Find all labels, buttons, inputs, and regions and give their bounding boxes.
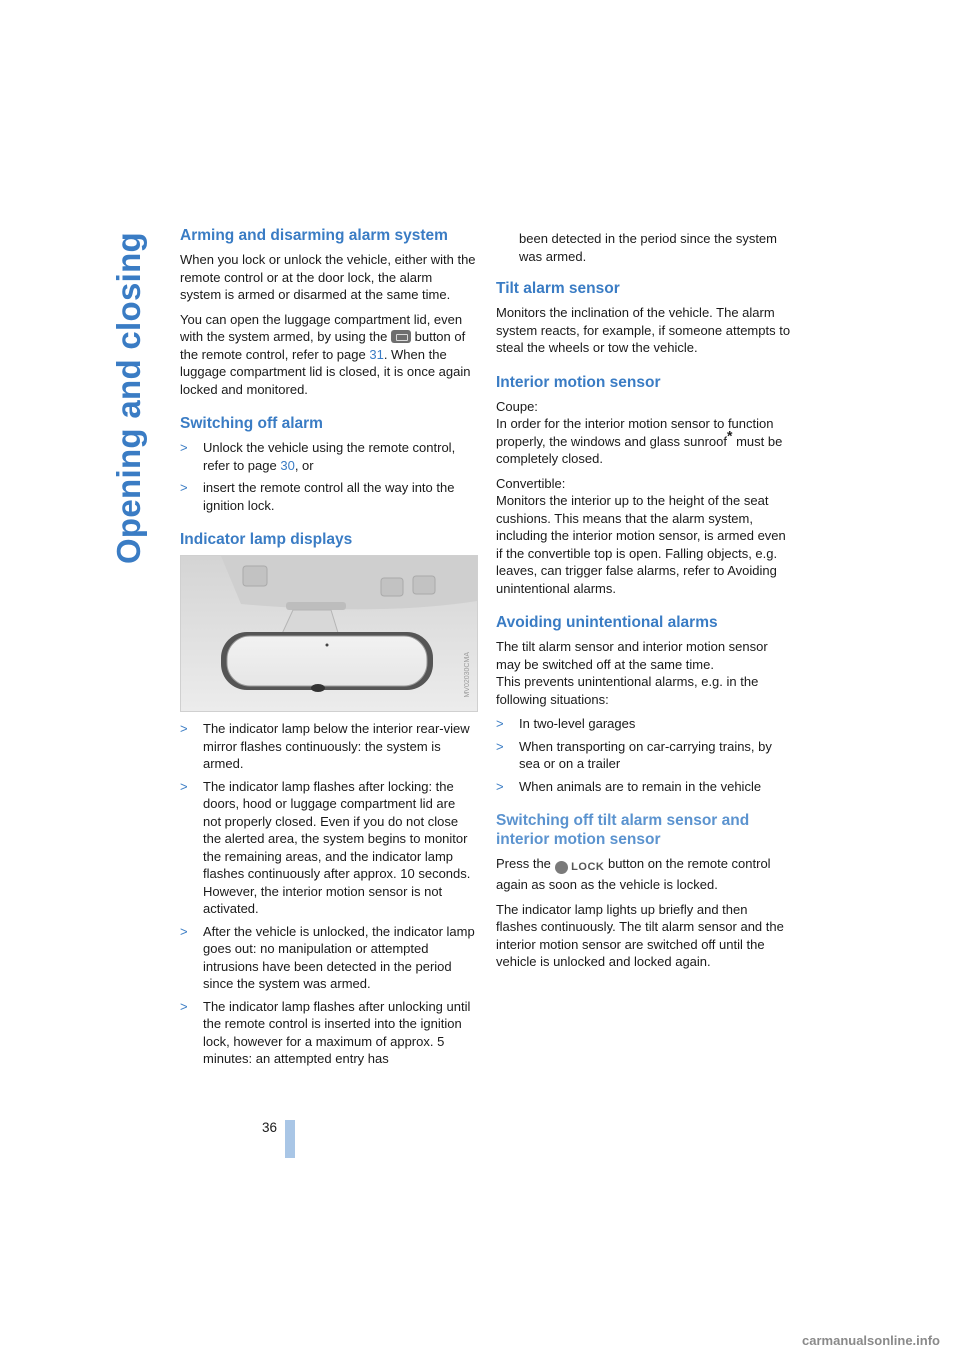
heading-arming: Arming and disarming alarm system <box>180 227 448 244</box>
bullet-arrow: > <box>180 778 188 794</box>
heading-switching-off-tilt: Switching off tilt alarm sensor and interior motion sensor <box>496 812 750 848</box>
heading-switching-off-alarm: Switching off alarm <box>180 415 323 432</box>
lock-knob-icon <box>555 861 568 874</box>
list-item: > Unlock the vehicle using the remote control, refer to page 30, or <box>180 440 456 473</box>
heading-indicator-lamp: Indicator lamp displays <box>180 531 353 548</box>
heading-tilt-alarm: Tilt alarm sensor <box>496 280 620 297</box>
indicator-list <box>180 720 476 1068</box>
list-item: > insert the remote control all the way into the ignition lock. <box>180 480 455 513</box>
page-number-bar <box>285 1120 295 1158</box>
tilt-paragraph: Monitors the inclination of the vehicle. The alarm system reacts, for example, if someone attempts to steal the wheels or tow the vehicle. <box>496 305 791 355</box>
left-column <box>180 226 476 1084</box>
heading-interior-motion: Interior motion sensor <box>496 373 661 391</box>
rearview-mirror-figure <box>180 555 478 712</box>
bullet-arrow: > <box>180 721 188 736</box>
right-column <box>496 226 792 987</box>
bullet-arrow: > <box>496 716 504 731</box>
list-item: > The indicator lamp below the interior rear-view mirror flashes continuously: the system is armed. <box>180 721 470 771</box>
section-tilt-alarm <box>496 279 792 357</box>
lock-label: LOCK <box>571 860 605 873</box>
list-item: > When transporting on car-carrying trains, by sea or on a trailer <box>496 738 772 771</box>
chapter-side-tab <box>100 232 160 772</box>
convertible-paragraph: Convertible: Monitors the interior up to the height of the seat cushions. This means that the alarm system, including the interior motion sensor, is armed even if the convertible top is open. Falling objects, e.g. leaves, can trigger false alarms, refer to Avoiding unintentional alarms. <box>496 475 786 596</box>
section-arming <box>180 226 476 398</box>
section-indicator-lamp <box>180 530 476 1068</box>
lock-button-icon <box>555 858 605 876</box>
bullet-arrow: > <box>180 998 188 1014</box>
coupe-paragraph: Coupe: In order for the interior motion sensor to function properly, the windows and glass sunroof* must be completely closed. <box>496 398 783 466</box>
avoid-paragraph: The tilt alarm sensor and interior motion sensor may be switched off at the same time. This prevents unintentional alarms, e.g. in the following situations: <box>496 639 768 707</box>
arming-paragraph-1: When you lock or unlock the vehicle, either with the remote control or at the door lock, the alarm system is armed or disarmed at the same time. <box>180 252 476 302</box>
footer-watermark: carmanualsonline.info <box>802 1333 940 1348</box>
avoid-list <box>496 715 792 795</box>
rearview-mirror-illustration <box>181 556 477 711</box>
switch-tilt-paragraph-1: Press the LOCK button on the remote control again as soon as the vehicle is locked. <box>496 856 771 893</box>
page-link-31[interactable]: 31 <box>369 346 384 362</box>
switch-off-list <box>180 439 476 514</box>
list-item: > The indicator lamp flashes after unlocking until the remote control is inserted into the ignition lock, however for a maximum of approx. 5 minutes: an attempted entry has <box>180 998 471 1066</box>
switch-tilt-paragraph-2: The indicator lamp lights up briefly and then flashes continuously. The tilt alarm sensor and the interior motion sensor are switched off until the vehicle is unlocked and locked again. <box>496 901 784 970</box>
arming-paragraph-2: You can open the luggage compartment lid, even with the system armed, by using the button of the remote control, refer to page 31. When the luggage compartment lid is closed, it is once again locked and monitored. <box>180 311 471 397</box>
indicator-item-continued: been detected in the period since the system was armed. <box>519 231 777 264</box>
bullet-arrow: > <box>180 923 188 939</box>
bullet-arrow: > <box>496 738 504 754</box>
trunk-button-icon <box>391 330 411 343</box>
chapter-title: Opening and closing <box>110 232 147 565</box>
list-item: > The indicator lamp flashes after locking: the doors, hood or luggage compartment lid are not properly closed. Even if you do not close the alerted area, the system begins to monitor the remaining areas, and the indicator lamp flashes continuously after approx. 10 seconds. However, the interior motion sensor is not activated. <box>180 778 471 916</box>
heading-avoiding-alarms: Avoiding unintentional alarms <box>496 614 718 631</box>
list-item: > In two-level garages <box>496 716 636 731</box>
page-link-30[interactable]: 30 <box>280 457 295 473</box>
section-interior-motion <box>496 373 792 598</box>
bullet-arrow: > <box>180 440 188 455</box>
figure-code: MV02030CMA <box>464 652 471 698</box>
bullet-arrow: > <box>496 778 504 794</box>
bullet-arrow: > <box>180 480 188 495</box>
section-switching-off-tilt <box>496 811 792 971</box>
section-switching-off-alarm <box>180 414 476 514</box>
list-item: > After the vehicle is unlocked, the indicator lamp goes out: no manipulation or attempted intrusions have been detected in the period since the system was armed. <box>180 923 475 991</box>
page-number: 36 <box>262 1120 278 1135</box>
section-avoiding-alarms <box>496 613 792 795</box>
list-item: > When animals are to remain in the vehicle <box>496 778 762 794</box>
optional-equipment-star: * <box>727 427 733 444</box>
